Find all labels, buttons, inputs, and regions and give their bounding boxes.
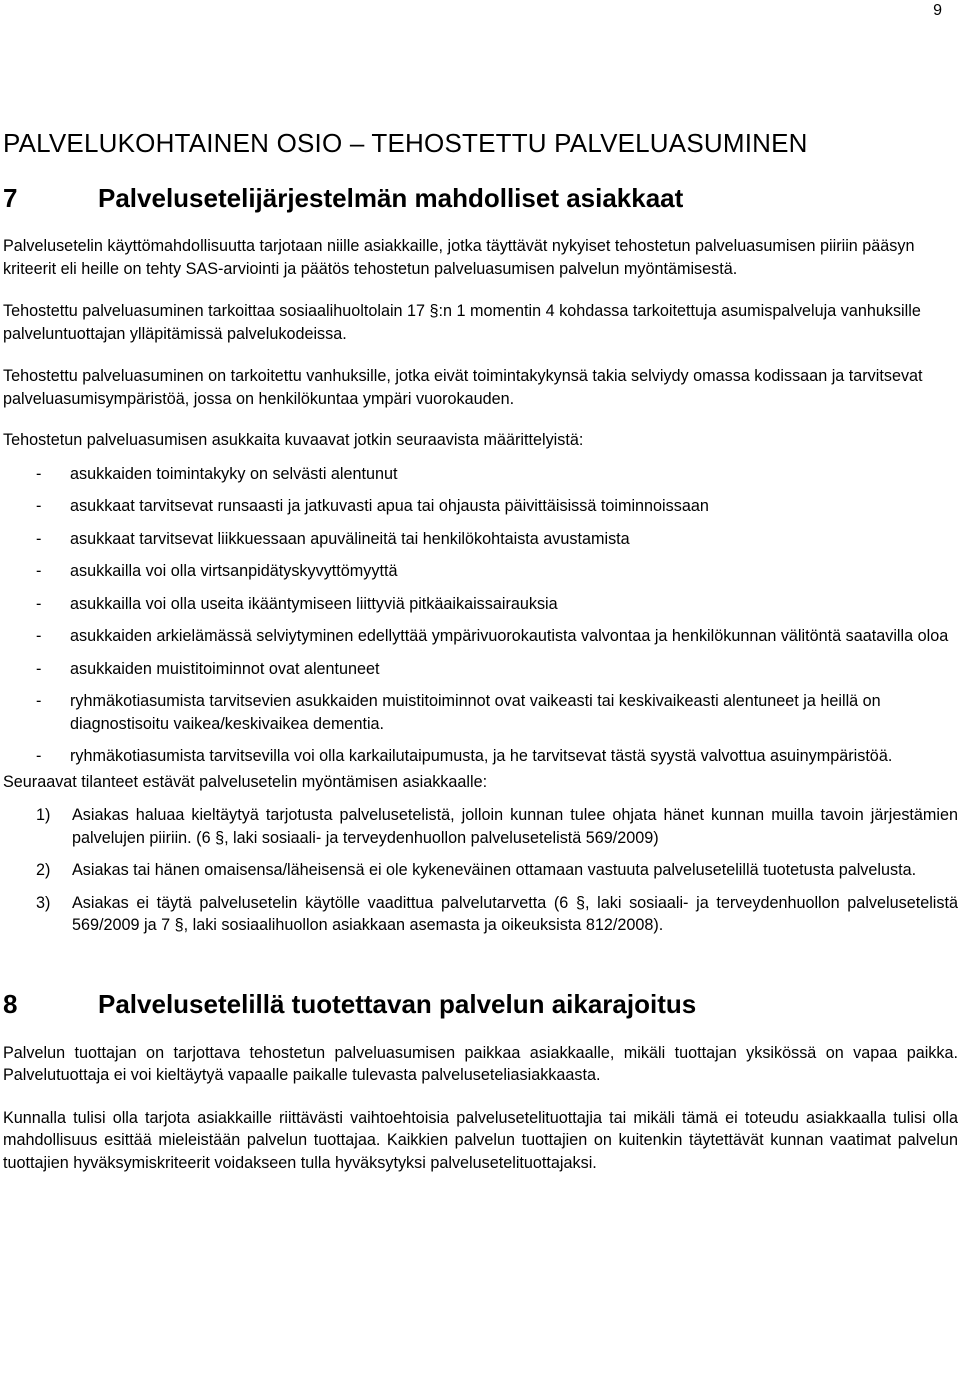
paragraph: Palvelun tuottajan on tarjottava tehostetun palveluasumisen paikkaa asiakkaalle, mikäli tuottajan yksikössä on vapaa paikka. Palvelutuottaja ei voi kieltäytyä vapaalle paikalle tulevasta palveluseteliasiakkaasta. xyxy=(3,1043,958,1084)
list-item: - ryhmäkotiasumista tarvitsevilla voi olla karkailutaipumusta, ja he tarvitsevat tästä syystä valvottua asuinympäristöä. xyxy=(3,745,958,768)
section-7-heading xyxy=(3,181,958,215)
document-body xyxy=(3,126,958,1174)
dash-marker: - xyxy=(36,497,42,515)
list-item: - asukkaat tarvitsevat runsaasti ja jatkuvasti apua tai ohjausta päivittäisissä toiminnoissaan xyxy=(3,495,958,518)
paragraph: Tehostettu palveluasuminen on tarkoitettu vanhuksille, jotka eivät toimintakykynsä takia selviydy omassa kodissaan ja tarvitsevat palveluasumisympäristöä, jossa on henkilökuntaa ympäri vuorokauden. xyxy=(3,367,923,408)
list-item: - ryhmäkotiasumista tarvitsevien asukkaiden muistitoiminnot ovat vaikeasti tai keskivaikeasti alentuneet ja heillä on diagnostisoitu vaikea/keskivaikea dementia. xyxy=(3,690,958,735)
paragraph: Seuraavat tilanteet estävät palvelusetelin myöntämisen asiakkaalle: xyxy=(3,772,488,791)
list-item: - asukkaiden toimintakyky on selvästi alentunut xyxy=(3,463,958,486)
list-number: 2) xyxy=(36,861,51,879)
dash-marker: - xyxy=(36,594,42,613)
criteria-list xyxy=(3,463,958,768)
page-number: 9 xyxy=(933,2,942,19)
section-number: 8 xyxy=(3,988,18,1019)
dash-marker: - xyxy=(36,659,42,678)
list-item: - asukkaat tarvitsevat liikkuessaan apuvälineitä tai henkilökohtaista avustamista xyxy=(3,528,958,551)
list-item: 3) Asiakas ei täytä palvelusetelin käytölle vaadittua palvelutarvetta (6 §, laki sosiaali- ja terveydenhuollon palvelusetelistä 569/2009 ja 7 §, laki sosiaalihuollon asiakkaan asemasta ja oikeuksista 812/2008). xyxy=(3,892,958,937)
dash-marker: - xyxy=(36,464,42,483)
list-item: - asukkailla voi olla useita ikääntymiseen liittyviä pitkäaikaissairauksia xyxy=(3,593,958,616)
paragraph: Palvelusetelin käyttömahdollisuutta tarjotaan niille asiakkaille, jotka täyttävät nykyiset tehostetun palveluasumisen piiriin pääsyn kriteerit eli heille on tehty SAS-arviointi ja päätös tehostetun palveluasumisen palvelun myöntämisestä. xyxy=(3,237,915,278)
dash-marker: - xyxy=(36,627,42,645)
exclusions-list xyxy=(3,804,958,937)
list-number: 1) xyxy=(36,806,51,824)
paragraph: Tehostetun palveluasumisen asukkaita kuvaavat jotkin seuraavista määrittelyistä: xyxy=(3,431,584,449)
dash-marker: - xyxy=(36,692,42,710)
dash-marker: - xyxy=(36,529,42,548)
section-number: 7 xyxy=(3,183,18,213)
section-8-heading xyxy=(3,987,958,1021)
list-number: 3) xyxy=(36,893,51,912)
part-title: PALVELUKOHTAINEN OSIO – TEHOSTETTU PALVELUASUMINEN xyxy=(3,128,808,158)
paragraph: Kunnalla tulisi olla tarjota asiakkaille riittävästi vaihtoehtoisia palvelusetelituottajia tai mikäli tämä ei toteudu asiakkaalla tulisi olla mahdollisuus esittää mieleistään palvelun tuottajaa. Kaikkien palvelun tuottajien on kuitenkin täytettävät kunnan vaatimat palvelun tuottajien hyväksymiskriteerit voidakseen tulla hyväksytyksi palvelusetelituottajaksi. xyxy=(3,1108,958,1172)
section-title: Palvelusetelillä tuotettavan palvelun aikarajoitus xyxy=(98,988,697,1019)
list-item: 1) Asiakas haluaa kieltäytyä tarjotusta palvelusetelistä, jolloin kunnan tulee ohjata hänet kunnan muilla tavoin järjestämien palvelujen piiriin. (6 §, laki sosiaali- ja terveydenhuollon palvelusetelistä 569/2009) xyxy=(3,804,958,849)
paragraph: Tehostettu palveluasuminen tarkoittaa sosiaalihuoltolain 17 §:n 1 momentin 4 kohdassa tarkoitettuja asumispalveluja vanhuksille palveluntuottajan ylläpitämissä palvelukodeissa. xyxy=(3,302,921,343)
section-title: Palvelusetelijärjestelmän mahdolliset asiakkaat xyxy=(98,183,684,213)
dash-marker: - xyxy=(36,747,42,765)
list-item: - asukkailla voi olla virtsanpidätyskyvyttömyyttä xyxy=(3,560,958,583)
list-item: - asukkaiden muistitoiminnot ovat alentuneet xyxy=(3,658,958,681)
dash-marker: - xyxy=(36,562,42,580)
list-item: - asukkaiden arkielämässä selviytyminen edellyttää ympärivuorokautista valvontaa ja henkilökunnan välitöntä saatavilla oloa xyxy=(3,625,958,648)
list-item: 2) Asiakas tai hänen omaisensa/läheisensä ei ole kykeneväinen ottamaan vastuuta palvelusetelillä tuotetusta palvelusta. xyxy=(3,859,958,882)
